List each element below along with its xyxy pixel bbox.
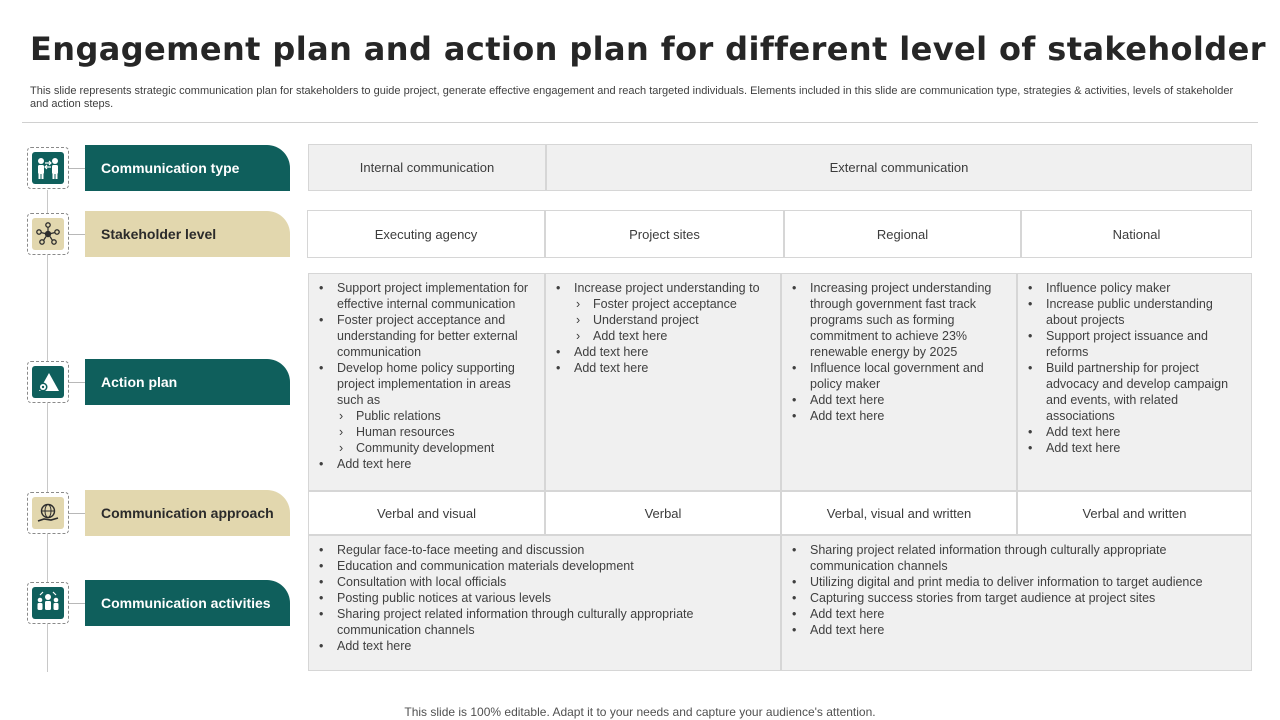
cell-approach: Verbal, visual and written (781, 491, 1017, 535)
cell-stakeholder-level: National (1021, 210, 1252, 258)
cell-external-communication: External communication (546, 144, 1252, 191)
row-label-communication-activities: Communication activities (85, 580, 290, 626)
triangle-gear-icon (27, 361, 69, 403)
list-item: • Add text here (337, 638, 772, 654)
list-item: • Add text here (574, 360, 772, 376)
cell-stakeholder-level: Regional (784, 210, 1021, 258)
connector (69, 382, 85, 383)
list-item: • Support project issuance and reforms (1046, 328, 1243, 360)
list-subitem: › Add text here (574, 328, 772, 344)
list-item: • Increasing project understanding through government fast track programs such as forming commitment to achieve 23% renewable energy by 2025 (810, 280, 1008, 360)
action-plan-list (782, 274, 1016, 424)
connector (69, 234, 85, 235)
list-subitem: › Community development (337, 440, 536, 456)
row-label-communication-approach: Communication approach (85, 490, 290, 536)
network-nodes-icon (27, 213, 69, 255)
page-title: Engagement plan and action plan for different level of stakeholder (30, 30, 1266, 68)
action-plan-cell-national (1017, 273, 1252, 491)
list-item: • Utilizing digital and print media to deliver information to target audience (810, 574, 1243, 590)
connector (69, 168, 85, 169)
list-item: • Add text here (810, 392, 1008, 408)
list-item: • Add text here (1046, 424, 1243, 440)
list-item: • Increase public understanding about projects (1046, 296, 1243, 328)
list-item: • Influence policy maker (1046, 280, 1243, 296)
list-item: • Add text here (574, 344, 772, 360)
list-item: • Add text here (1046, 440, 1243, 456)
globe-hand-icon (27, 492, 69, 534)
list-item: • Increase project understanding to (574, 280, 772, 296)
list-item: • Build partnership for project advocacy and develop campaign and events, with related associations (1046, 360, 1243, 424)
action-plan-list (309, 274, 544, 472)
action-plan-cell-executing-agency (308, 273, 545, 491)
cell-approach: Verbal (545, 491, 781, 535)
list-item: • Regular face-to-face meeting and discussion (337, 542, 772, 558)
connector (69, 603, 85, 604)
cell-stakeholder-level: Executing agency (307, 210, 545, 258)
list-item: • Sharing project related information through culturally appropriate communication channels (337, 606, 772, 638)
activities-list (782, 536, 1251, 638)
people-exchange-icon (27, 147, 69, 189)
action-plan-list (1018, 274, 1251, 456)
row-label-stakeholder-level: Stakeholder level (85, 211, 290, 257)
activities-list (309, 536, 780, 654)
list-item: • Sharing project related information through culturally appropriate communication channels (810, 542, 1243, 574)
page-subtitle: This slide represents strategic communication plan for stakeholders to guide project, generate effective engagement and reach targeted individuals. Elements included in this slide are communication type, strategies & activities, levels of stakeholder and action steps. (30, 85, 1234, 110)
row-label-action-plan: Action plan (85, 359, 290, 405)
list-item: • Add text here (337, 456, 536, 472)
cell-stakeholder-level: Project sites (545, 210, 784, 258)
action-plan-cell-regional (781, 273, 1017, 491)
action-plan-cell-project-sites (545, 273, 781, 491)
activities-cell-internal (308, 535, 781, 671)
list-subitem: › Public relations (337, 408, 536, 424)
action-plan-list (546, 274, 780, 376)
group-icon (27, 582, 69, 624)
list-item: • Posting public notices at various levels (337, 590, 772, 606)
title-divider (22, 122, 1258, 123)
row-label-communication-type: Communication type (85, 145, 290, 191)
list-item: • Influence local government and policy maker (810, 360, 1008, 392)
footer-note: This slide is 100% editable. Adapt it to your needs and capture your audience's attention. (404, 705, 876, 719)
list-item: • Add text here (810, 606, 1243, 622)
list-item: • Add text here (810, 408, 1008, 424)
list-subitem: › Understand project (574, 312, 772, 328)
list-item: • Foster project acceptance and understanding for better external communication (337, 312, 536, 360)
connector (69, 513, 85, 514)
activities-cell-external (781, 535, 1252, 671)
list-item: • Add text here (810, 622, 1243, 638)
list-subitem: › Human resources (337, 424, 536, 440)
cell-approach: Verbal and written (1017, 491, 1252, 535)
list-item: • Education and communication materials development (337, 558, 772, 574)
list-item: • Consultation with local officials (337, 574, 772, 590)
list-subitem: › Foster project acceptance (574, 296, 772, 312)
cell-internal-communication: Internal communication (308, 144, 546, 191)
list-item: • Develop home policy supporting project implementation in areas such as (337, 360, 536, 408)
cell-approach: Verbal and visual (308, 491, 545, 535)
list-item: • Capturing success stories from target audience at project sites (810, 590, 1243, 606)
list-item: • Support project implementation for effective internal communication (337, 280, 536, 312)
